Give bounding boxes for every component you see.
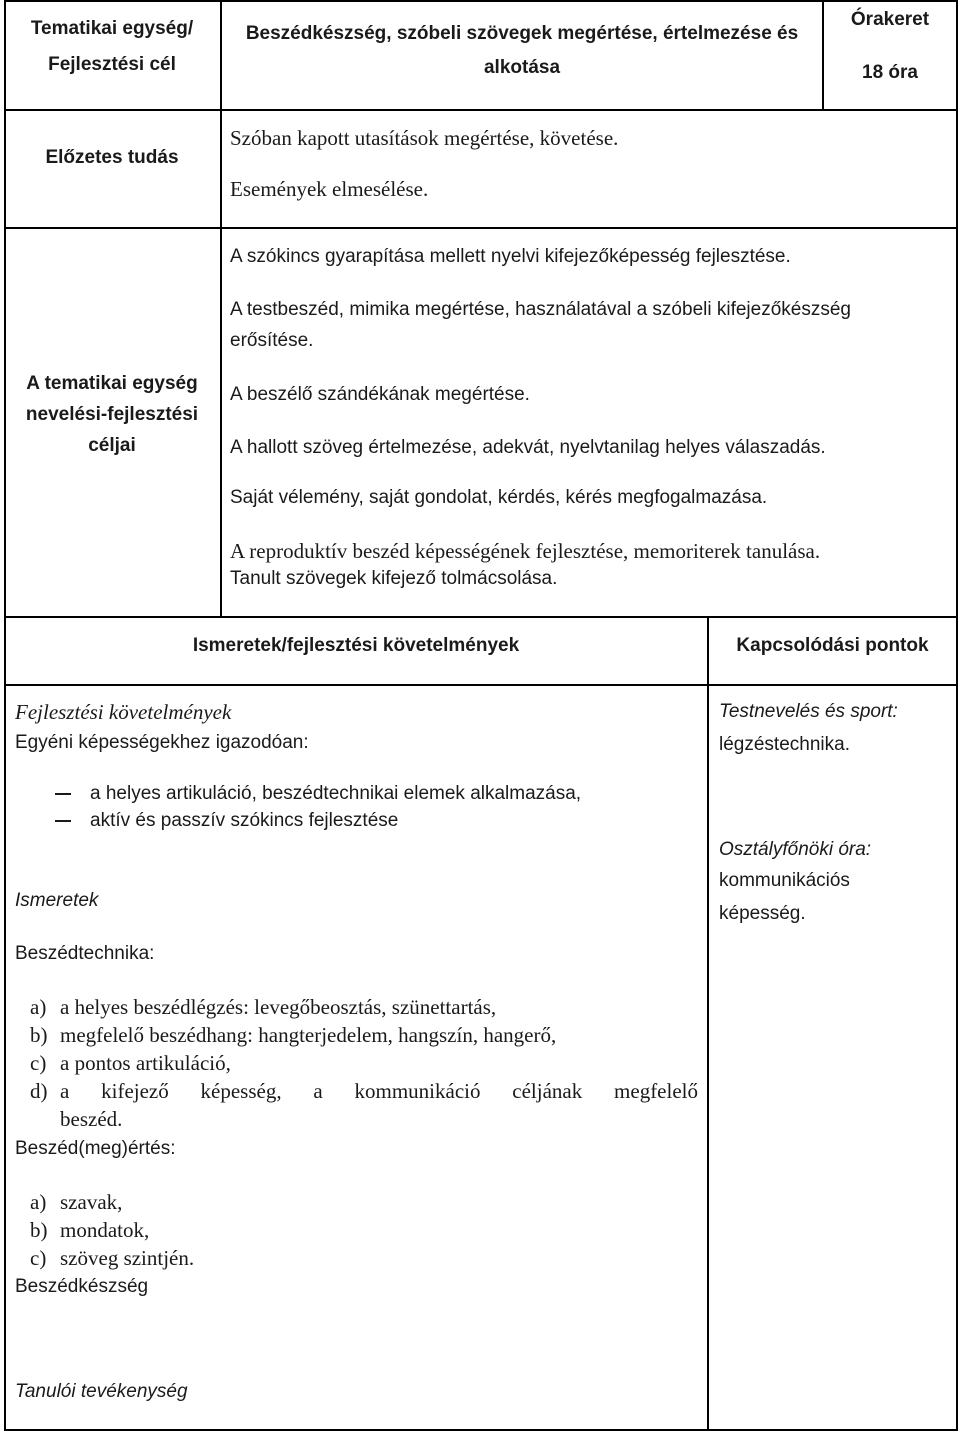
student-activity-label: Tanulói tevékenység xyxy=(15,1381,188,1402)
column-divider xyxy=(220,0,222,618)
goal-item: A reproduktív beszéd képességének fejlesztése, memoriterek tanulása. xyxy=(230,539,821,563)
list-marker: c) xyxy=(30,1246,47,1270)
knowledge-column-heading: Ismeretek/fejlesztési követelmények xyxy=(192,635,520,656)
goal-item: A hallott szöveg értelmezése, adekvát, nyelvtanilag helyes válaszadás. xyxy=(230,437,826,458)
speech-skill-label: Beszédkészség xyxy=(15,1276,149,1297)
table-border-right xyxy=(956,0,958,1431)
table-border-bottom xyxy=(4,1429,958,1431)
dev-requirements-intro: Egyéni képességekhez igazodóan: xyxy=(15,732,309,753)
list-marker: b) xyxy=(30,1023,48,1047)
goal-item: A testbeszéd, mimika megértése, használatával a szóbeli kifejezőkészség xyxy=(230,299,851,320)
unit-label: Tematikai egység/ Fejlesztési cél xyxy=(30,18,194,75)
class-connection-value: kommunikációs xyxy=(719,870,850,891)
knowledge-heading: Ismeretek xyxy=(15,890,99,911)
hours-value: 18 óra xyxy=(862,62,918,83)
list-marker: a) xyxy=(30,1190,47,1214)
pe-connection-value: légzéstechnika. xyxy=(719,734,850,755)
row-divider xyxy=(4,109,958,111)
dash-bullet xyxy=(55,820,71,822)
comprehension-item: szavak, xyxy=(60,1190,123,1214)
row-divider xyxy=(4,616,958,618)
table-border-top xyxy=(4,0,958,2)
goal-item: erősítése. xyxy=(230,330,314,351)
speech-technique-item: a helyes beszédlégzés: levegőbeosztás, szünettartás, xyxy=(60,995,497,1019)
dev-requirement-item: aktív és passzív szókincs fejlesztése xyxy=(90,810,399,831)
row-divider xyxy=(4,684,958,686)
connections-column-heading: Kapcsolódási pontok xyxy=(736,635,929,656)
list-marker: a) xyxy=(30,995,47,1019)
goals-label: A tematikai egység nevelési-fejlesztési céljai xyxy=(25,373,199,456)
speech-technique-item: beszéd. xyxy=(60,1107,123,1131)
speech-technique-item: a kifejező képesség, a kommunikáció céljának megfelelő xyxy=(60,1079,698,1103)
speech-technique-item: a pontos artikuláció, xyxy=(60,1051,231,1075)
prior-knowledge-item: Szóban kapott utasítások megértése, követése. xyxy=(230,126,619,150)
unit-title: Beszédkészség, szóbeli szövegek megértése, értelmezése és alkotása xyxy=(245,23,799,78)
list-marker: b) xyxy=(30,1218,48,1242)
comprehension-label: Beszéd(meg)értés: xyxy=(15,1138,176,1159)
pe-connection-label: Testnevelés és sport: xyxy=(719,701,898,722)
dash-bullet xyxy=(55,793,71,795)
goal-item: Saját vélemény, saját gondolat, kérdés, kérés megfogalmazása. xyxy=(230,487,768,508)
goal-item: A beszélő szándékának megértése. xyxy=(230,384,530,405)
row-divider xyxy=(4,227,958,229)
list-marker: c) xyxy=(30,1051,47,1075)
hours-label: Órakeret xyxy=(850,9,930,30)
goal-item: Tanult szövegek kifejező tolmácsolása. xyxy=(230,568,558,589)
dev-requirements-heading: Fejlesztési követelmények xyxy=(15,700,232,724)
speech-technique-label: Beszédtechnika: xyxy=(15,943,155,964)
speech-technique-item: megfelelő beszédhang: hangterjedelem, hangszín, hangerő, xyxy=(60,1023,557,1047)
table-border-left xyxy=(4,0,6,1431)
class-connection-value: képesség. xyxy=(719,903,806,924)
prior-knowledge-label: Előzetes tudás xyxy=(45,147,179,168)
column-divider xyxy=(707,616,709,1431)
list-marker: d) xyxy=(30,1079,48,1103)
dev-requirement-item: a helyes artikuláció, beszédtechnikai elemek alkalmazása, xyxy=(90,783,582,804)
class-connection-label: Osztályfőnöki óra: xyxy=(719,839,872,860)
goal-item: A szókincs gyarapítása mellett nyelvi kifejezőképesség fejlesztése. xyxy=(230,246,791,267)
comprehension-item: szöveg szintjén. xyxy=(60,1246,195,1270)
prior-knowledge-item: Események elmesélése. xyxy=(230,177,429,201)
comprehension-item: mondatok, xyxy=(60,1218,150,1242)
